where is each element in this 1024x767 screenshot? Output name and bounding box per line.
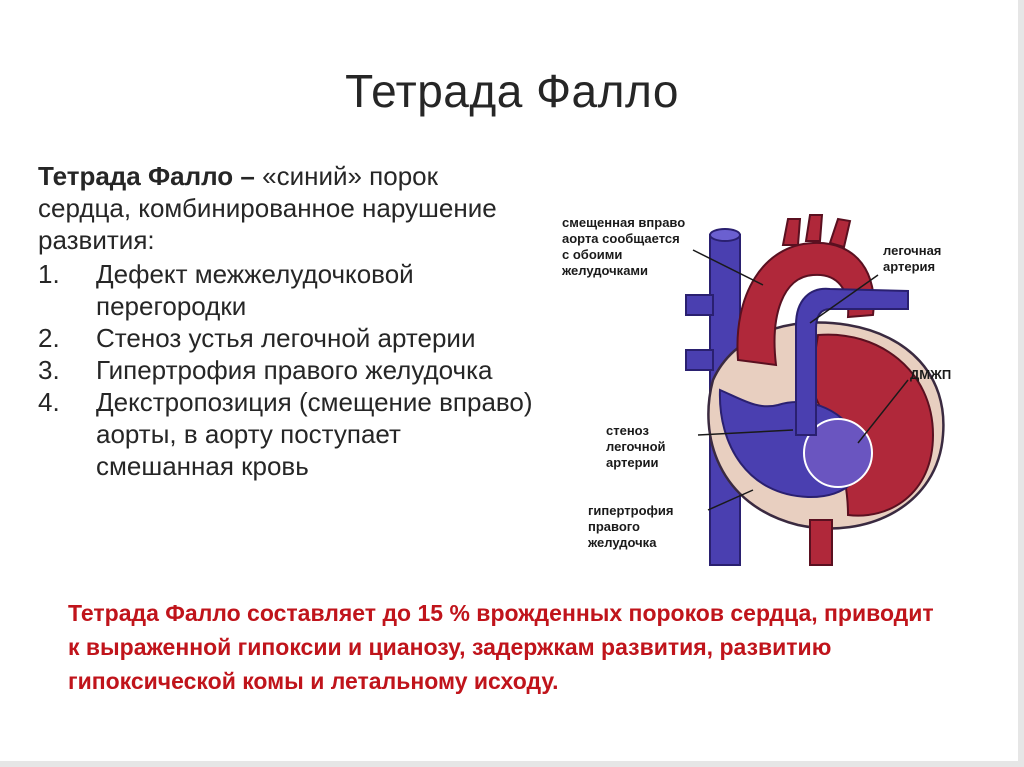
slide-title: Тетрада Фалло — [345, 65, 679, 117]
label-aorta: смещенная вправо аорта сообщается с обоими желудочками — [562, 215, 686, 278]
aortic-branch-3 — [830, 219, 850, 247]
list-item-number: 4. — [38, 387, 60, 417]
list-item-number: 3. — [38, 355, 60, 385]
list-item — [38, 354, 538, 386]
list-item-text: Стеноз устья легочной артерии — [96, 323, 476, 353]
label-pulmonary-artery: легочная артерия — [883, 243, 942, 274]
aortic-branch-1 — [783, 219, 800, 245]
list-item — [38, 386, 538, 482]
label-vsd: ДМЖП — [910, 367, 952, 382]
intro-definition: «синий» порок сердца, комбинированное нарушение развития: — [38, 161, 497, 255]
heart-diagram — [548, 205, 988, 575]
vena-cava-opening — [710, 229, 740, 241]
label-hypertrophy: гипертрофия правого желудочка — [588, 503, 674, 550]
summary-text: Тетрада Фалло составляет до 15 % врожденных пороков сердца, приводит к выраженной гипоксии и цианозу, задержкам развития, развитию гипоксической комы и летальному исходу. — [68, 600, 934, 694]
list-item-text: Дефект межжелудочковой перегородки — [96, 259, 414, 321]
list-item-text: Гипертрофия правого желудочка — [96, 355, 493, 385]
list-item-text: Декстропозиция (смещение вправо) аорты, в аорту поступает смешанная кровь — [96, 387, 533, 481]
list-item-number: 2. — [38, 323, 60, 353]
list-item-number: 1. — [38, 259, 60, 289]
aortic-branch-2 — [806, 215, 822, 241]
label-stenosis: стеноз легочной артерии — [606, 423, 666, 470]
vein-branch-left — [686, 295, 713, 315]
list-item — [38, 258, 538, 322]
defects-list — [38, 258, 538, 482]
intro-paragraph — [38, 160, 528, 256]
descending-aorta — [810, 520, 832, 565]
vein-branch-left-lower — [686, 350, 713, 370]
list-item — [38, 322, 538, 354]
intro-term: Тетрада Фалло – — [38, 161, 255, 191]
